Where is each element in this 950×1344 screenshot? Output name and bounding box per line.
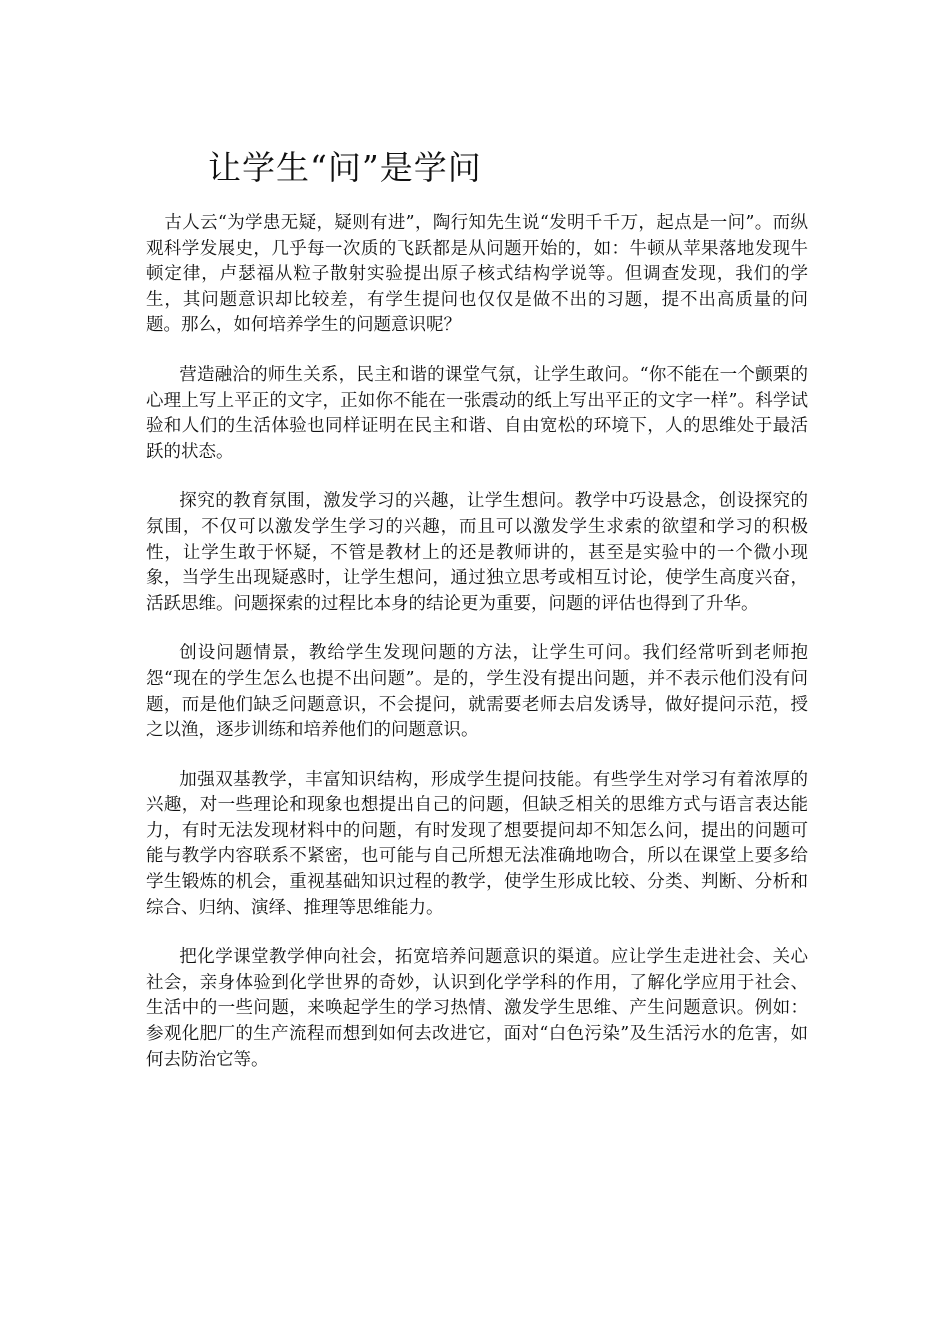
paragraph-want-to-ask: 探究的教育氛围，激发学习的兴趣，让学生想问。教学中巧设悬念，创设探究的氛围，不仅可以激发学生学习的兴趣，而且可以激发学生求索的欲望和学习的积极性，让学生敢于怀疑，不管是教材上的还是教师讲的，甚至是实验中的一个微小现象，当学生出现疑惑时，让学生想问，通过独立思考或相互讨论，使学生高度兴奋，活跃思维。问题探索的过程比本身的结论更为重要，问题的评估也得到了升华。 (146, 491, 808, 614)
paragraph-extend-to-society: 把化学课堂教学伸向社会，拓宽培养问题意识的渠道。应让学生走进社会、关心社会，亲身体验到化学世界的奇妙，认识到化学学科的作用，了解化学应用于社会、生活中的一些问题，来唤起学生的学习热情、激发学生思维、产生问题意识。例如：参观化肥厂的生产流程而想到如何去改进它，面对“白色污染”及生活污水的危害，如何去防治它等。 (146, 947, 808, 1070)
paragraph-questioning-skills: 加强双基教学，丰富知识结构，形成学生提问技能。有些学生对学习有着浓厚的兴趣，对一些理论和现象也想提出自己的问题，但缺乏相关的思维方式与语言表达能力，有时无法发现材料中的问题，有时发现了想要提问却不知怎么问，提出的问题可能与教学内容联系不紧密，也可能与自己所想无法准确地吻合，所以在课堂上要多给学生锻炼的机会，重视基础知识过程的教学，使学生形成比较、分类、判断、分析和综合、归纳、演绎、推理等思维能力。 (146, 769, 808, 918)
paragraph-can-ask: 创设问题情景，教给学生发现问题的方法，让学生可问。我们经常听到老师抱怨“现在的学生怎么也提不出问题”。是的，学生没有提出问题，并不表示他们没有问题，而是他们缺乏问题意识，不会提问，就需要老师去启发诱导，做好提问示范，授之以渔，逐步训练和培养他们的问题意识。 (146, 643, 808, 741)
document-title: 让学生“问”是学问 (208, 148, 482, 187)
document-body (146, 211, 808, 1097)
paragraph-intro: 古人云“为学患无疑，疑则有进”，陶行知先生说“发明千千万，起点是一问”。而纵观科学发展史，几乎每一次质的飞跃都是从问题开始的，如：牛顿从苹果落地发现牛顿定律，卢瑟福从粒子散射实验提出原子核式结构学说等。但调查发现，我们的学生，其问题意识却比较差，有学生提问也仅仅是做不出的习题，提不出高质量的问题。那么，如何培养学生的问题意识呢？ (146, 213, 808, 336)
paragraph-dare-to-ask: 营造融洽的师生关系，民主和谐的课堂气氛，让学生敢问。“你不能在一个颤栗的心理上写上平正的文字，正如你不能在一张震动的纸上写出平正的文字一样”。科学试验和人们的生活体验也同样证明在民主和谐、自由宽松的环境下，人的思维处于最活跃的状态。 (146, 364, 808, 462)
